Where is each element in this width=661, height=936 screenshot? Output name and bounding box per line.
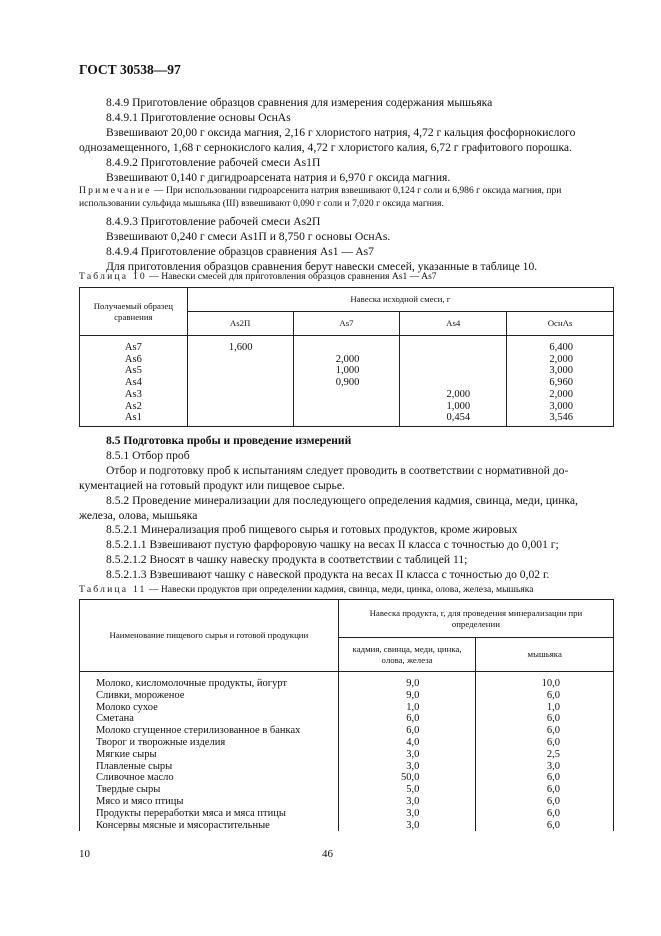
clause-8-4-9-4: 8.4.9.4 Приготовление образцов сравнения As1 — As7 (106, 245, 374, 258)
table-cell: 6,0 (476, 690, 614, 702)
table-cell: 1,0 (476, 702, 614, 714)
paragraph-line: железа, олова, мышьяка (79, 509, 198, 522)
table-row (80, 737, 614, 749)
col-header: As7 (293, 312, 400, 336)
clause-8-5-2-1-3: 8.5.2.1.3 Взвешивают чашку с навеской продукта на весах II класса с точностью до 0,02 г. (106, 568, 550, 581)
table-cell (187, 377, 293, 389)
row-label: As5 (80, 365, 188, 377)
table10-caption (79, 271, 437, 282)
table-row (80, 772, 614, 784)
page-number-center: 46 (322, 848, 333, 860)
table-cell: 9,0 (338, 672, 476, 690)
table-cell: 3,0 (338, 761, 476, 773)
paragraph-line: Отбор и подготовку проб к испытаниям следует проводить в соответствии с нормативной до- (106, 464, 569, 477)
table-cell (400, 354, 507, 366)
table-cell: 6,0 (476, 820, 614, 832)
row-label: As1 (80, 412, 188, 426)
col-header: ОснAs (507, 312, 614, 336)
table-row (80, 336, 614, 354)
table-cell: 3,000 (507, 401, 614, 413)
table-cell: 2,000 (293, 354, 400, 366)
table-row (80, 354, 614, 366)
table-cell (400, 365, 507, 377)
table-cell (293, 389, 400, 401)
table-cell: 6,0 (476, 737, 614, 749)
table-cell: 6,960 (507, 377, 614, 389)
col-header: As2П (187, 312, 293, 336)
row-label: Молоко сухое (80, 702, 339, 714)
clause-8-5-2-1-1: 8.5.2.1.1 Взвешивают пустую фарфоровую чашку на весах II класса с точностью до 0,001 г; (106, 538, 559, 551)
table-cell: 6,0 (476, 772, 614, 784)
note (79, 185, 614, 210)
col-header-sample: Получаемый образец сравнения (80, 288, 188, 336)
paragraph-line: Взвешивают 0,140 г дигидроарсената натрия и 6,970 г оксида магния. (106, 171, 451, 184)
note-label: Примечание (79, 185, 152, 196)
table11-caption-text: — Навески продуктов при определении кадмия, свинца, меди, цинка, олова, железа, мышьяка (146, 584, 534, 595)
table-row (80, 784, 614, 796)
col-group-header: Навеска продукта, г, для проведения минерализации при определении (338, 600, 613, 638)
col-header-arsenic: мышьяка (476, 638, 614, 672)
page-number-left: 10 (79, 848, 90, 860)
clause-8-4-9-2: 8.4.9.2 Приготовление рабочей смеси As1П (106, 156, 321, 169)
row-label: As4 (80, 377, 188, 389)
row-label: As7 (80, 336, 188, 354)
table11-caption (79, 584, 534, 595)
clause-8-4-9-1: 8.4.9.1 Приготовление основы ОснAs (106, 111, 291, 124)
paragraph-line: Для приготовления образцов сравнения берут навески смесей, указанные в таблице 10. (106, 260, 538, 273)
table-cell: 3,0 (338, 796, 476, 808)
table-row (80, 749, 614, 761)
table-cell: 1,600 (187, 336, 293, 354)
table-cell: 2,5 (476, 749, 614, 761)
paragraph-line: однозамещенного, 1,68 г сернокислого калия, 4,72 г хлористого калия, 6,72 г графитового порошка. (79, 141, 572, 154)
table10-caption-text: — Навески смесей для приготовления образцов сравнения As1 — As7 (146, 271, 437, 282)
table-cell: 1,000 (293, 365, 400, 377)
table-row (80, 401, 614, 413)
table-cell: 6,0 (338, 713, 476, 725)
paragraph-line: Взвешивают 0,240 г смеси As1П и 8,750 г основы ОснAs. (106, 230, 391, 243)
row-label: Продукты переработки мяса и мяса птицы (80, 808, 339, 820)
table-cell: 50,0 (338, 772, 476, 784)
table10-caption-label: Таблица 10 (79, 271, 147, 282)
table-row (80, 808, 614, 820)
table-cell: 2,000 (400, 389, 507, 401)
table-cell: 6,0 (476, 784, 614, 796)
row-label: Консервы мясные и мясорастительные (80, 820, 339, 832)
row-label: Молоко сгущенное стерилизованное в банках (80, 725, 339, 737)
table-cell: 4,0 (338, 737, 476, 749)
table-cell: 9,0 (338, 690, 476, 702)
paragraph-line: Взвешивают 20,00 г оксида магния, 2,16 г хлористого натрия, 4,72 г кальция фосфорнокислого (106, 126, 576, 139)
table-cell (400, 336, 507, 354)
table-cell: 0,454 (400, 412, 507, 426)
row-label: Мясо и мясо птицы (80, 796, 339, 808)
table-cell: 6,0 (476, 796, 614, 808)
table-row (80, 377, 614, 389)
table-cell (293, 401, 400, 413)
clause-8-4-9: 8.4.9 Приготовление образцов сравнения для измерения содержания мышьяка (106, 96, 493, 109)
clause-8-5-2-1-2: 8.5.2.1.2 Вносят в чашку навеску продукта в соответствии с таблицей 11; (106, 553, 468, 566)
table-row (80, 796, 614, 808)
table-cell: 3,546 (507, 412, 614, 426)
table-cell (187, 412, 293, 426)
table-cell (187, 354, 293, 366)
row-label: As3 (80, 389, 188, 401)
row-label: Молоко, кисломолочные продукты, йогурт (80, 672, 339, 690)
row-label: Сметана (80, 713, 339, 725)
row-label: Мягкие сыры (80, 749, 339, 761)
table-cell: 1,0 (338, 702, 476, 714)
clause-8-5-2-1: 8.5.2.1 Минерализация проб пищевого сырья и готовых продуктов, кроме жировых (106, 523, 518, 536)
table-cell: 3,0 (338, 820, 476, 832)
table-cell: 6,400 (507, 336, 614, 354)
paragraph-line: кументацией на готовый продукт или пищевое сырье. (79, 479, 345, 492)
table-cell: 10,0 (476, 672, 614, 690)
table-cell (187, 389, 293, 401)
table-cell: 3,0 (338, 808, 476, 820)
table-cell: 3,0 (476, 761, 614, 773)
col-header: As4 (400, 312, 507, 336)
table-row (80, 690, 614, 702)
row-label: Плавленые сыры (80, 761, 339, 773)
row-label: Твердые сыры (80, 784, 339, 796)
table-row (80, 725, 614, 737)
table-row (80, 389, 614, 401)
section-8-5-title: 8.5 Подготовка пробы и проведение измерений (106, 434, 352, 447)
table-cell: 5,0 (338, 784, 476, 796)
table-row (80, 365, 614, 377)
clause-8-4-9-3: 8.4.9.3 Приготовление рабочей смеси As2П (106, 215, 321, 228)
table-cell: 2,000 (507, 389, 614, 401)
table-cell: 6,0 (338, 725, 476, 737)
row-label: As6 (80, 354, 188, 366)
table-cell: 6,0 (476, 713, 614, 725)
table-cell (187, 365, 293, 377)
page-header: ГОСТ 30538—97 (79, 62, 181, 77)
table-row (80, 761, 614, 773)
col-group-header: Навеска исходной смеси, г (187, 288, 613, 312)
table-cell: 6,0 (476, 725, 614, 737)
col-header-metals: кадмия, свинца, меди, цинка, олова, железа (338, 638, 476, 672)
table-10 (79, 287, 614, 427)
table-cell: 1,000 (400, 401, 507, 413)
table-cell (293, 412, 400, 426)
table-cell: 0,900 (293, 377, 400, 389)
col-header-product: Наименование пищевого сырья и готовой продукции (80, 600, 339, 672)
table-cell: 3,0 (338, 749, 476, 761)
table-row (80, 713, 614, 725)
table-cell (400, 377, 507, 389)
row-label: Сливочное масло (80, 772, 339, 784)
table-11 (79, 599, 614, 831)
row-label: As2 (80, 401, 188, 413)
table-row (80, 672, 614, 690)
table-row (80, 820, 614, 832)
row-label: Творог и творожные изделия (80, 737, 339, 749)
table-cell: 3,000 (507, 365, 614, 377)
table-row (80, 702, 614, 714)
note-text: — При использовании гидроарсенита натрия взвешивают 0,124 г соли и 6,986 г оксида магния, при использовании сульфида мышьяка (III) взвешивают 0,090 г соли и 7,020 г оксида магния. (79, 185, 562, 209)
table-row (80, 412, 614, 426)
row-label: Сливки, мороженое (80, 690, 339, 702)
table-cell (187, 401, 293, 413)
table-cell: 2,000 (507, 354, 614, 366)
table-cell: 6,0 (476, 808, 614, 820)
clause-8-5-2: 8.5.2 Проведение минерализации для последующего определения кадмия, свинца, меди, цинка, (106, 494, 578, 507)
table11-caption-label: Таблица 11 (79, 584, 147, 595)
table-cell (293, 336, 400, 354)
clause-8-5-1: 8.5.1 Отбор проб (106, 449, 190, 462)
